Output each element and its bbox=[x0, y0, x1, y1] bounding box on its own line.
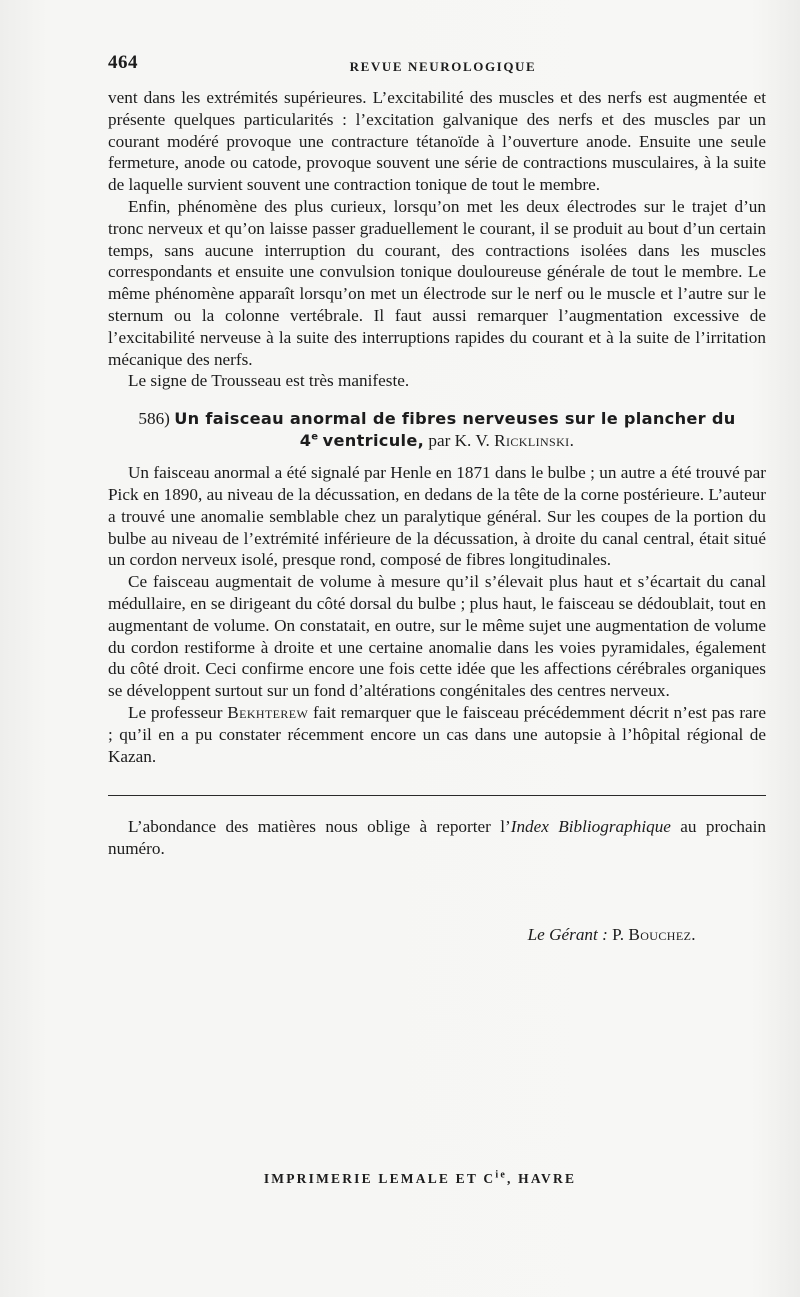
article-title-line-1: Un faisceau anormal de fibres nerveuses sur le plancher du bbox=[174, 409, 736, 429]
article-number: 586) bbox=[138, 409, 170, 429]
body-paragraph-3: Le signe de Trousseau est très manifeste. bbox=[128, 371, 410, 391]
article-paragraph-2: Ce faisceau augmentait de volume à mesure qu’il s’élevait plus haut et s’écartait du canal médullaire, en se dirigeant du côté dorsal du bulbe ; plus haut, le faisceau se dédoublait, tout en augmentant de volume. On constatait, en outre, sur le même sujet une augmentation de volume du cordon restiforme à droite et une certaine anomalie dans les voies pyramidales, également du côté droit. Ceci confirme encore une fois cette idée que les affections cérébrales organiques se développent surtout sur un fond d’altérations congénitales des centres nerveux. bbox=[108, 572, 766, 701]
article-paragraph-1: Un faisceau anormal a été signalé par Henle en 1871 dans le bulbe ; un autre a été trouvé par Pick en 1890, au niveau de la décussation, en dedans de la tête de la corne postérieure. L’auteur a trouvé une anomalie semblable chez un paralytique général. Sur les coupes de la portion du bulbe au niveau de l’extrémité inférieure de la décussation, à droite du canal central, était situé un cordon nerveux isolé, presque rond, composé de fibres longitudinales. bbox=[108, 463, 766, 570]
body-paragraph-2: Enfin, phénomène des plus curieux, lorsqu’on met les deux électrodes sur le trajet d’un tronc nerveux et qu’on laisse passer graduellement le courant, il se produit au bout d’un certain temps, sans aucune interruption du courant, des contractions isolées dans les muscles correspondants et ensuite une convulsion tonique douloureuse générale de tout le membre. Le même phénomène apparaît lorsqu’on met un électrode sur le nerf ou le muscle et l’autre sur le sternum ou la colonne vertébrale. Il faut aussi remarquer l’augmentation excessive de l’excitabilité nerveuse à la suite des interruptions rapides du courant et à la suite de l’irritation mécanique des nerfs. bbox=[108, 196, 766, 369]
cited-author: Bekhterew bbox=[227, 702, 309, 722]
index-title: Index Bibliographique bbox=[510, 817, 671, 837]
page-header bbox=[108, 52, 758, 80]
running-title: REVUE NEUROLOGIQUE bbox=[349, 59, 537, 74]
signature-name: Bouchez. bbox=[628, 924, 696, 944]
body-paragraph-1: vent dans les extrémités supérieures. L’excitabilité des muscles et des nerfs est augmentée et présente quelques particularités : l’excitation galvanique des nerfs et des muscles par un courant modéré provoque une contracture tétanoïde à l’ouverture anode. Ensuite une seule fermeture, anode ou catode, provoque souvent une série de contractions musculaires, à la suite de laquelle survient souvent une contraction tonique de tout le membre. bbox=[108, 88, 766, 195]
article-title-ordinal: 4e bbox=[299, 431, 319, 451]
article-byline: par K. V. bbox=[428, 431, 490, 451]
article-author: Ricklinski. bbox=[494, 431, 575, 451]
signature-initial: P. bbox=[612, 924, 625, 944]
editorial-note: L’abondance des matières nous oblige à reporter l’Index Bibliographique au prochain numéro. bbox=[108, 817, 766, 859]
article-heading bbox=[108, 408, 766, 452]
signature bbox=[108, 924, 696, 946]
page-number: 464 bbox=[108, 52, 138, 73]
article-title-line-2: ventricule, bbox=[322, 431, 425, 451]
page-content bbox=[108, 87, 766, 946]
signature-label: Le Gérant : bbox=[527, 924, 608, 944]
section-divider bbox=[108, 795, 766, 796]
article-paragraph-3: Le professeur Bekhterew fait remarquer que le faisceau précédemment décrit n’est pas rare ; qu’il en a pu constater récemment encore un cas dans une autopsie à l’hôpital régional de Kazan. bbox=[108, 702, 767, 766]
printer-imprint: IMPRIMERIE LEMALE ET $C^{ie}$, HAVRE bbox=[263, 1169, 577, 1186]
